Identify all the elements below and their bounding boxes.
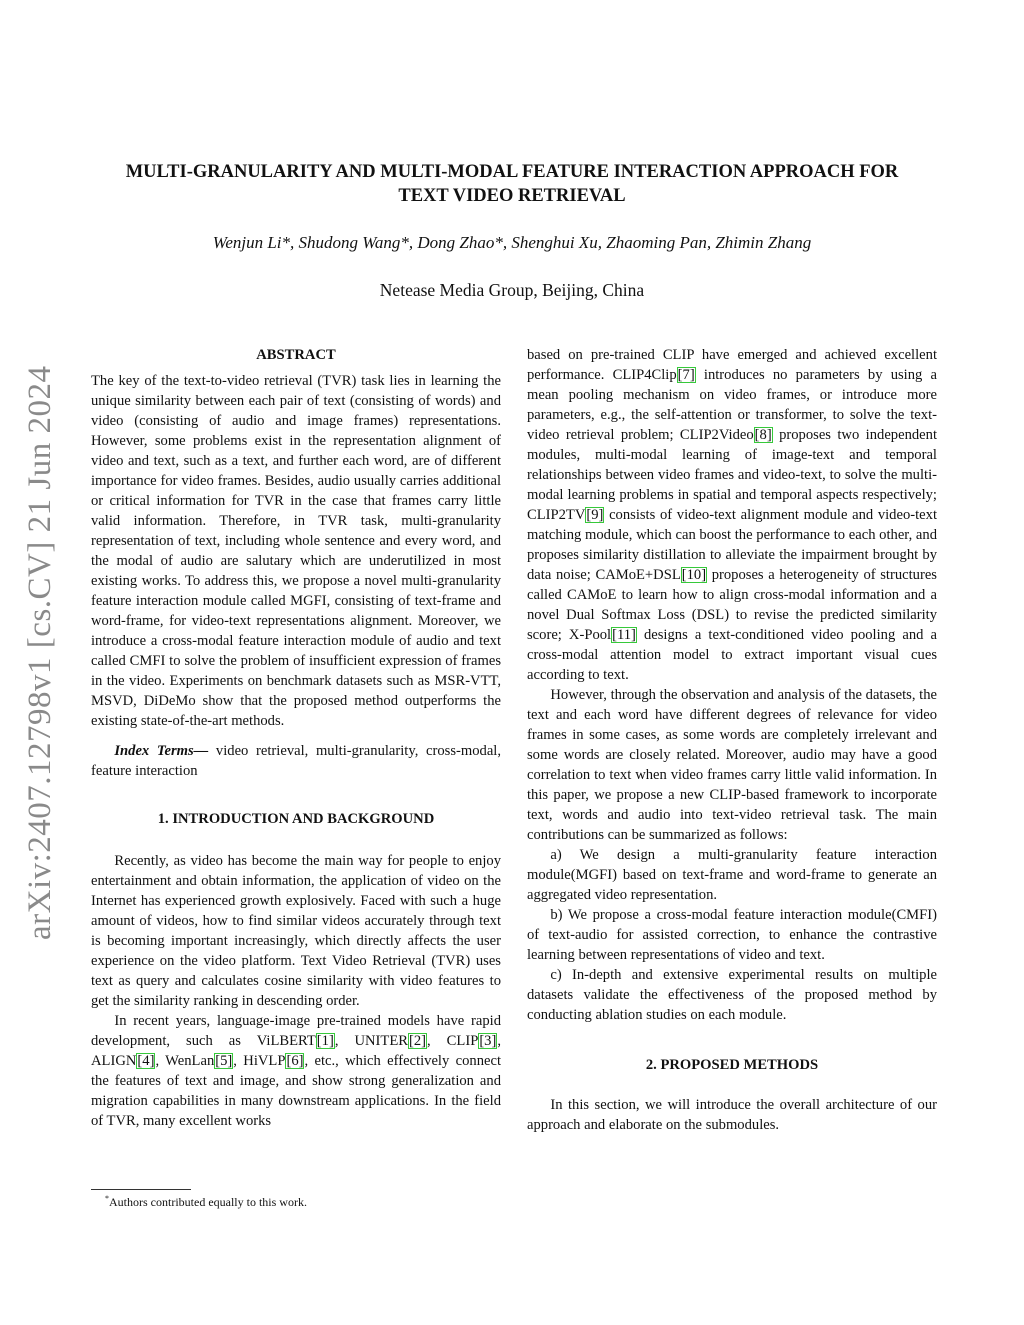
right-column <box>527 345 937 1135</box>
related-work-paragraph <box>527 345 937 685</box>
abstract-text: The key of the text-to-video retrieval (TVR) task lies in learning the unique similarity between each pair of text (consisting of words) and video (consisting of audio and image frames) representations. However, some problems exist in the representation alignment of video and text, such as a text, and further each word, are of different importance for video frames. Besides, audio usually carries additional or critical information for TVR in the case that frames carry little valid information. Therefore, in TVR task, multi-granularity representation of text, including whole sentence and every word, and the modal of audio are salutary which are underutilized in most existing works. To address this, we propose a novel multi-granularity feature interaction module called MGFI, consisting of text-frame and word-frame, for video-text representations alignment. Moreover, we introduce a cross-modal feature interaction module of audio and text called CMFI to solve the problem of insufficient expression of frames in the video. Experiments on benchmark datasets such as MSR-VTT, MSVD, DiDeMo show that the proposed method outperforms the existing state-of-the-art methods. <box>91 373 501 729</box>
affiliation: Netease Media Group, Beijing, China <box>379 280 645 300</box>
contribution-b: b) We propose a cross-modal feature interaction module(CMFI) of text-audio for assisted correction, to enhance the contrastive learning between representations of video and text. <box>527 907 937 963</box>
index-terms <box>91 741 501 781</box>
title-line-2: TEXT VIDEO RETRIEVAL <box>398 186 626 206</box>
citation-link[interactable]: [5] <box>215 1053 233 1069</box>
abstract-heading: ABSTRACT <box>256 347 336 363</box>
text-run: based on pre-trained CLIP have emerged and achieved excellent performance. CLIP4Clip <box>527 347 937 383</box>
footnote <box>105 1194 307 1210</box>
citation-link[interactable]: [3] <box>479 1033 497 1049</box>
motivation-paragraph: However, through the observation and analysis of the datasets, the text and each word have different degrees of relevance for video frames in some cases, as some words are completely irrelevant and some words are closely related. Moreover, audio may have a good correlation to text when video frames carry little valid information. In this paper, we propose a new CLIP-based framework to incorporate text, words and audio into text-video retrieval task. The main contributions can be summarized as follows: <box>527 687 937 843</box>
text-run: introduces no parameters by using a mean pooling mechanism on video frames, or introduce more parameters, e.g., the self-attention or transformer, to solve the text-video retrieval problem; CLIP2Video <box>527 367 938 443</box>
index-terms-text: video retrieval, multi-granularity, cross-modal, feature interaction <box>91 743 502 779</box>
text-run: proposes two independent modules, multi-modal learning of image-text and temporal relationships between video frames and video-text, to solve the multi-modal learning problems in spatial and temporal aspects respectively; CLIP2TV <box>527 427 937 523</box>
citation-link[interactable]: [6] <box>286 1053 304 1069</box>
title-line-1: MULTI-GRANULARITY AND MULTI-MODAL FEATURE INTERACTION APPROACH FOR <box>125 162 899 182</box>
citation-link[interactable]: [4] <box>137 1053 155 1069</box>
footnote-mark: * <box>105 1194 109 1203</box>
text-run: , CLIP <box>427 1033 479 1049</box>
citation-link[interactable]: [2] <box>408 1033 427 1049</box>
footnote-rule <box>91 1189 191 1190</box>
citation-link[interactable]: [10] <box>681 567 707 583</box>
methods-heading: 2. PROPOSED METHODS <box>645 1057 819 1073</box>
index-terms-label: Index Terms— <box>114 743 209 759</box>
intro-paragraph-1: Recently, as video has become the main way for people to enjoy entertainment and obtain information, the application of video on the Internet has experienced growth explosively. Faced with such a huge amount of videos, how to find similar videos accurately through text is becoming important increasingly, which directly affects the user experience on the video platform. Text Video Retrieval (TVR) uses text as query and calculates cosine similarity with video features to get the similarity ranking in descending order. <box>91 853 501 1009</box>
citation-link[interactable]: [9] <box>586 507 604 523</box>
text-run: , WenLan <box>155 1053 215 1069</box>
text-run: designs a text-conditioned video pooling and a cross-modal attention model to extract important visual cues according to text. <box>527 627 937 683</box>
text-run: , ALIGN <box>91 1033 501 1069</box>
citation-link[interactable]: [1] <box>316 1033 334 1049</box>
text-run: , UNITER <box>334 1033 408 1049</box>
citation-link[interactable]: [7] <box>677 367 695 383</box>
text-run: , HiVLP <box>233 1053 286 1069</box>
contribution-a: a) We design a multi-granularity feature interaction module(MGFI) based on text-frame and word-frame to generate an aggregated video representation. <box>527 847 937 903</box>
text-run: consists of video-text alignment module and video-text matching module, which can boost the performance to each other, and proposes similarity distillation to alleviate the impairment brought by data noise; CAMoE+DSL <box>527 507 937 583</box>
arxiv-stamp: arXiv:2407.12798v1 [cs.CV] 21 Jun 2024 <box>22 365 58 940</box>
text-run: In recent years, language-image pre-trained models have rapid development, such as ViLBERT <box>91 1013 501 1049</box>
text-run: proposes a heterogeneity of structures called CAMoE to learn how to align cross-modal information and a novel Dual Softmax Loss (DSL) to revise the predicted similarity score; X-Pool <box>527 567 937 643</box>
text-run: , etc., which effectively connect the features of text and image, and show strong generalization and migration capabilities in many downstream applications. In the field of TVR, many excellent works <box>91 1053 502 1129</box>
citation-link[interactable]: [11] <box>612 627 636 643</box>
intro-paragraph-2 <box>91 1011 501 1131</box>
paper-title <box>60 160 964 208</box>
intro-heading: 1. INTRODUCTION AND BACKGROUND <box>157 811 435 827</box>
methods-paragraph: In this section, we will introduce the overall architecture of our approach and elaborate on the submodules. <box>527 1097 937 1133</box>
author-list: Wenjun Li*, Shudong Wang*, Dong Zhao*, Shenghui Xu, Zhaoming Pan, Zhimin Zhang <box>212 233 812 252</box>
left-column <box>91 345 501 1131</box>
footnote-text: Authors contributed equally to this work. <box>109 1195 307 1209</box>
contribution-c: c) In-depth and extensive experimental results on multiple datasets validate the effectiveness of the proposed method by conducting ablation studies on each module. <box>527 967 937 1023</box>
citation-link[interactable]: [8] <box>754 427 772 443</box>
